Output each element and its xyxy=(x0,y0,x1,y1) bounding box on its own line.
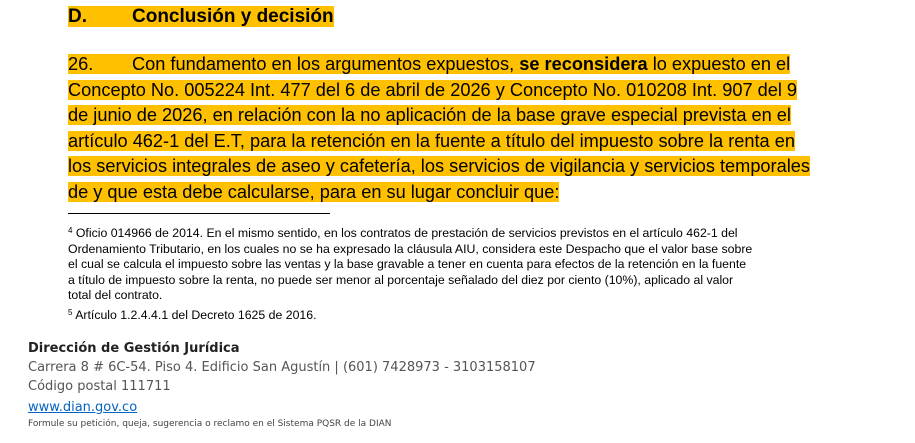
paragraph-line1-post: lo expuesto en el xyxy=(647,54,791,74)
footnotes xyxy=(68,223,888,324)
footer-postal-code: Código postal 111711 xyxy=(28,379,171,394)
website-link[interactable]: www.dian.gov.co xyxy=(28,400,138,415)
paragraph-bold-text: se reconsidera xyxy=(519,54,648,74)
paragraph-line1-pre: Con fundamento en los argumentos expuestos, xyxy=(132,54,520,74)
paragraph-number: 26. xyxy=(68,54,94,74)
footnote-text: Artículo 1.2.4.4.1 del Decreto 1625 de 2016. xyxy=(72,307,317,322)
footnote-5 xyxy=(68,305,888,324)
paragraph-line6: de y que esta debe calcularse, para en su lugar concluir que: xyxy=(68,181,560,202)
footnote-line xyxy=(68,223,888,242)
footer-address: Carrera 8 # 6C-54. Piso 4. Edificio San Agustín | (601) 7428973 - 3103158107 xyxy=(28,360,536,375)
paragraph-line xyxy=(68,103,903,129)
footnote-text: Oficio 014966 de 2014. En el mismo sentido, en los contratos de prestación de servicios previstos en el artículo 462-1 del xyxy=(72,226,738,240)
paragraph-line5: los servicios integrales de aseo y cafetería, los servicios de vigilancia y servicios temporales xyxy=(68,156,810,177)
footnote-marker: 5 xyxy=(68,307,73,317)
section-letter: D. xyxy=(68,6,87,27)
footnote-4 xyxy=(68,223,888,304)
paragraph-line2: Concepto No. 005224 Int. 477 del 6 de abril de 2026 y Concepto No. 010208 Int. 907 del 9 xyxy=(68,79,798,100)
paragraph-line xyxy=(68,78,903,104)
paragraph-line3: de junio de 2026, en relación con la no aplicación de la base grave especial prevista en el xyxy=(68,105,791,126)
paragraph-line4: artículo 462-1 del E.T, para la retención en la fuente a título del impuesto sobre la renta en xyxy=(68,130,795,151)
footnote-separator xyxy=(68,213,330,214)
paragraph-line xyxy=(68,180,903,206)
paragraph-line xyxy=(68,129,903,155)
section-title: Conclusión y decisión xyxy=(132,6,334,27)
paragraph-line xyxy=(68,52,903,78)
footnote-line: total del contrato. xyxy=(68,288,163,303)
page-footer xyxy=(28,340,888,431)
paragraph-26 xyxy=(68,52,903,206)
footer-note: Formule su petición, queja, sugerencia o reclamo en el Sistema PQSR de la DIAN xyxy=(28,419,392,429)
footnote-line xyxy=(68,305,888,324)
paragraph-line xyxy=(68,154,903,180)
footnote-marker: 4 xyxy=(68,226,73,235)
footnote-line: Ordenamiento Tributario, en los cuales no se ha expresado la cláusula AIU, considera este Despacho que el valor base sobre xyxy=(68,241,753,256)
footer-title: Dirección de Gestión Jurídica xyxy=(28,341,240,356)
footnote-line: el cual se calcula el impuesto sobre las ventas y la base gravable a tener en cuenta para efectos de la retención en la fuente xyxy=(68,257,747,272)
section-heading xyxy=(68,4,334,30)
footnote-line: a título de impuesto sobre la renta, no puede ser menor al porcentaje señalado del diez por ciento (10%), aplicado al valor xyxy=(68,272,734,287)
